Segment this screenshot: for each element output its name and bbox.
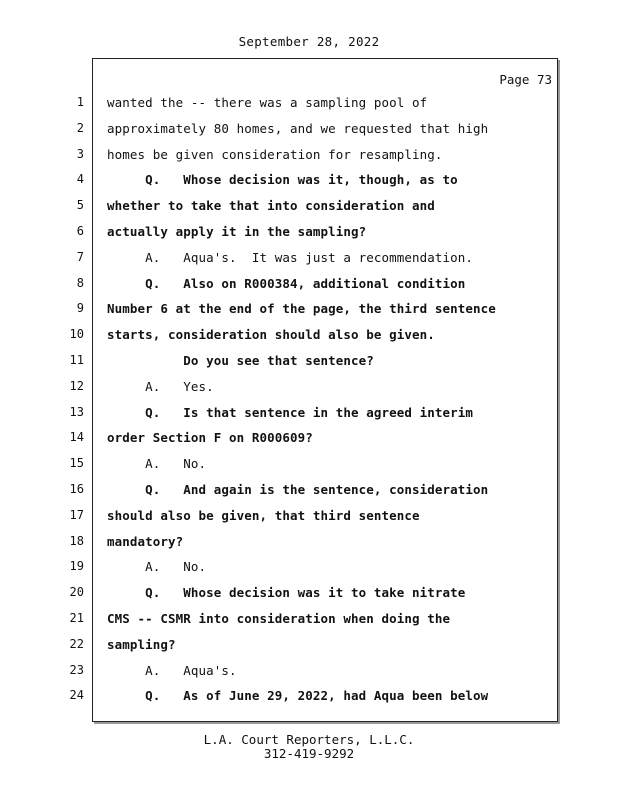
line-number: 10 — [69, 327, 84, 342]
line-number: 14 — [69, 430, 84, 445]
footer-company: L.A. Court Reporters, L.L.C. — [203, 732, 415, 747]
line-number: 19 — [69, 559, 84, 574]
transcript-date: September 28, 2022 — [238, 34, 380, 49]
line-text: mandatory? — [107, 533, 184, 549]
transcript-line — [0, 405, 618, 430]
transcript-line — [0, 688, 618, 713]
line-text: A. Yes. — [107, 378, 214, 394]
line-number: 15 — [69, 456, 84, 471]
line-text: Q. As of June 29, 2022, had Aqua been below — [107, 688, 489, 704]
transcript-line — [0, 301, 618, 326]
line-number: 24 — [69, 688, 84, 703]
line-number: 12 — [69, 378, 84, 393]
transcript-line — [0, 172, 618, 197]
line-text: A. Aqua's. It was just a recommendation. — [107, 249, 474, 265]
transcript-line — [0, 353, 618, 378]
line-number: 11 — [69, 353, 84, 367]
line-text: order Section F on R000609? — [107, 430, 313, 446]
line-number: 21 — [69, 611, 84, 625]
line-text: Q. Whose decision was it, though, as to — [107, 172, 458, 188]
transcript-line — [0, 534, 618, 559]
line-text: should also be given, that third sentence — [107, 507, 420, 523]
line-number: 9 — [76, 301, 84, 316]
transcript-line — [0, 198, 618, 223]
line-number: 5 — [76, 198, 84, 213]
line-text: actually apply it in the sampling? — [107, 224, 367, 239]
transcript-line — [0, 250, 618, 275]
line-text: Q. Also on R000384, additional condition — [107, 275, 466, 291]
transcript-line — [0, 327, 618, 352]
line-text: Q. And again is the sentence, consideration — [107, 482, 489, 497]
transcript-line — [0, 559, 618, 584]
transcript-line — [0, 637, 618, 662]
line-text: A. No. — [107, 456, 207, 472]
page-number: Page 73 — [499, 72, 552, 87]
line-text: sampling? — [107, 636, 176, 652]
transcript-line — [0, 585, 618, 610]
line-text: Q. Is that sentence in the agreed interim — [107, 404, 474, 420]
line-text: wanted the -- there was a sampling pool of — [107, 95, 428, 110]
line-number: 7 — [76, 249, 84, 264]
line-text: homes be given consideration for resampling. — [107, 146, 443, 162]
line-number: 18 — [69, 533, 84, 548]
transcript-line — [0, 379, 618, 404]
line-number: 20 — [69, 585, 84, 600]
line-number: 4 — [76, 172, 84, 187]
transcript-line — [0, 121, 618, 146]
line-number: 13 — [69, 404, 84, 419]
line-text: A. Aqua's. — [107, 662, 237, 678]
transcript-line — [0, 430, 618, 455]
footer — [0, 733, 618, 761]
transcript-line — [0, 224, 618, 249]
line-text: starts, consideration should also be given. — [107, 327, 435, 343]
line-text: A. No. — [107, 559, 207, 575]
transcript-line — [0, 482, 618, 507]
line-text: approximately 80 homes, and we requested that high — [107, 120, 489, 136]
line-number: 16 — [69, 482, 84, 496]
transcript-line — [0, 508, 618, 533]
transcript-line — [0, 663, 618, 688]
transcript-line — [0, 95, 618, 120]
transcript-line — [0, 456, 618, 481]
line-number: 17 — [69, 507, 84, 522]
transcript-line — [0, 147, 618, 172]
line-text: CMS -- CSMR into consideration when doing the — [107, 611, 451, 626]
line-number: 23 — [69, 662, 84, 677]
line-number: 2 — [76, 120, 84, 135]
line-number: 1 — [76, 95, 84, 109]
transcript-line — [0, 611, 618, 636]
line-text: Do you see that sentence? — [107, 353, 374, 368]
line-number: 6 — [76, 224, 84, 238]
line-number: 22 — [69, 636, 84, 651]
footer-phone: 312-419-9292 — [263, 746, 355, 761]
line-text: whether to take that into consideration and — [107, 198, 435, 214]
line-number: 3 — [76, 146, 84, 161]
transcript-line — [0, 276, 618, 301]
line-text: Number 6 at the end of the page, the third sentence — [107, 301, 496, 317]
line-text: Q. Whose decision was it to take nitrate — [107, 585, 466, 601]
line-number: 8 — [76, 275, 84, 290]
